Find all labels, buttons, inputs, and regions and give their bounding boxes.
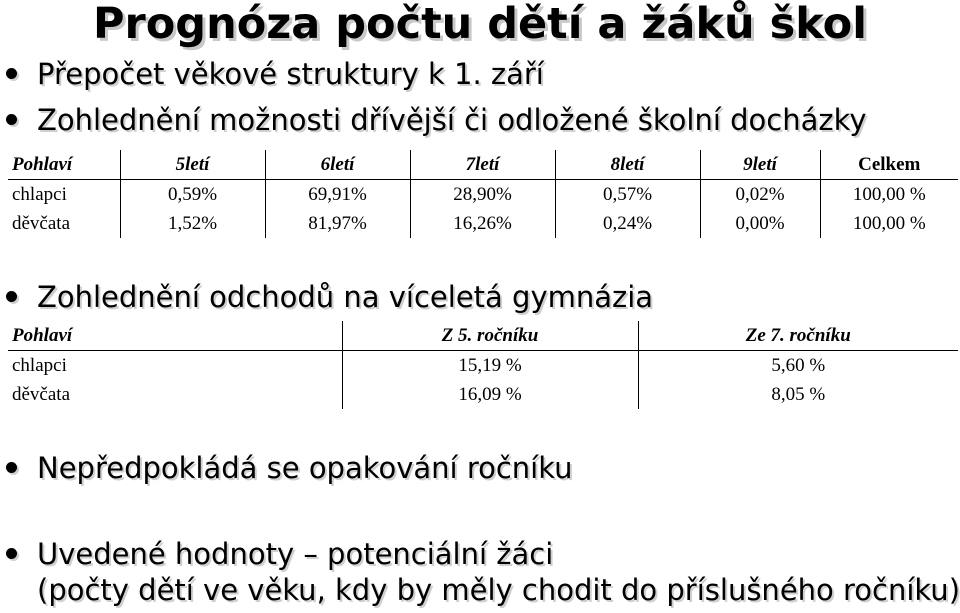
- bullet-dot-icon: [6, 68, 17, 79]
- table-cell: 5,60 %: [771, 355, 826, 376]
- bullet-text: Přepočet věkové struktury k 1. září: [37, 57, 544, 91]
- bullet-item: [0, 280, 653, 314]
- bullet-text: (počty dětí ve věku, kdy by měly chodit do příslušného ročníku): [37, 573, 960, 607]
- bullet-text: Nepředpokládá se opakování ročníku: [37, 451, 573, 485]
- table-row: [8, 351, 958, 381]
- table-header-cell: 7letí: [410, 150, 555, 180]
- table-cell: chlapci: [8, 180, 120, 210]
- table-cell: 81,97%: [265, 209, 410, 238]
- table-header-cell: Pohlaví: [8, 321, 342, 351]
- bullet-item: [0, 537, 553, 571]
- table-header-row: [8, 321, 958, 351]
- table-cell: 16,26%: [410, 209, 555, 238]
- table-cell: 100,00 %: [852, 213, 926, 234]
- table-header-cell: 6letí: [265, 150, 410, 180]
- bullet-item: [0, 103, 867, 137]
- table-header-cell: Ze 7. ročníku: [638, 321, 958, 351]
- table-cell: 0,00%: [700, 209, 820, 238]
- table-row: [8, 180, 958, 210]
- table-cell: 69,91%: [265, 180, 410, 210]
- table-header-cell: Celkem: [820, 150, 958, 180]
- table-cell: 1,52%: [120, 209, 265, 238]
- table-header-cell: Z 5. ročníku: [342, 321, 638, 351]
- table-header-cell: 5letí: [120, 150, 265, 180]
- age-structure-table: [8, 150, 958, 238]
- table-cell: 0,59%: [120, 180, 265, 210]
- page-title: Prognóza počtu dětí a žáků škol: [93, 0, 867, 49]
- table-header-cell: 8letí: [555, 150, 700, 180]
- bullet-text: Uvedené hodnoty – potenciální žáci: [37, 537, 554, 571]
- bullet-text: Zohlednění možnosti dřívější či odložené školní docházky: [37, 103, 867, 137]
- bullet-dot-icon: [6, 548, 17, 559]
- table-header-cell: Pohlaví: [8, 150, 120, 180]
- bullet-item: [0, 57, 544, 91]
- table-cell: 0,02%: [700, 180, 820, 210]
- table-cell: 28,90%: [410, 180, 555, 210]
- table-cell: děvčata: [8, 209, 120, 238]
- bullet-dot-icon: [6, 462, 17, 473]
- table-cell: 15,19 %: [342, 351, 638, 381]
- bullet-continuation: [37, 573, 960, 607]
- table-cell: 8,05 %: [771, 384, 826, 405]
- bullet-dot-icon: [6, 291, 17, 302]
- bullet-item: [0, 451, 573, 485]
- table-header-row: [8, 150, 958, 180]
- table-cell: děvčata: [8, 380, 342, 409]
- gymnasium-departure-table: [8, 321, 958, 409]
- table-cell: 0,57%: [555, 180, 700, 210]
- table-cell: 0,24%: [555, 209, 700, 238]
- table-cell: chlapci: [8, 351, 342, 381]
- table-cell: 100,00 %: [852, 184, 926, 205]
- table-row: [8, 209, 958, 238]
- bullet-dot-icon: [6, 114, 17, 125]
- table-cell: 16,09 %: [342, 380, 638, 409]
- table-row: [8, 380, 958, 409]
- bullet-text: Zohlednění odchodů na víceletá gymnázia: [37, 280, 654, 314]
- table-header-cell: 9letí: [700, 150, 820, 180]
